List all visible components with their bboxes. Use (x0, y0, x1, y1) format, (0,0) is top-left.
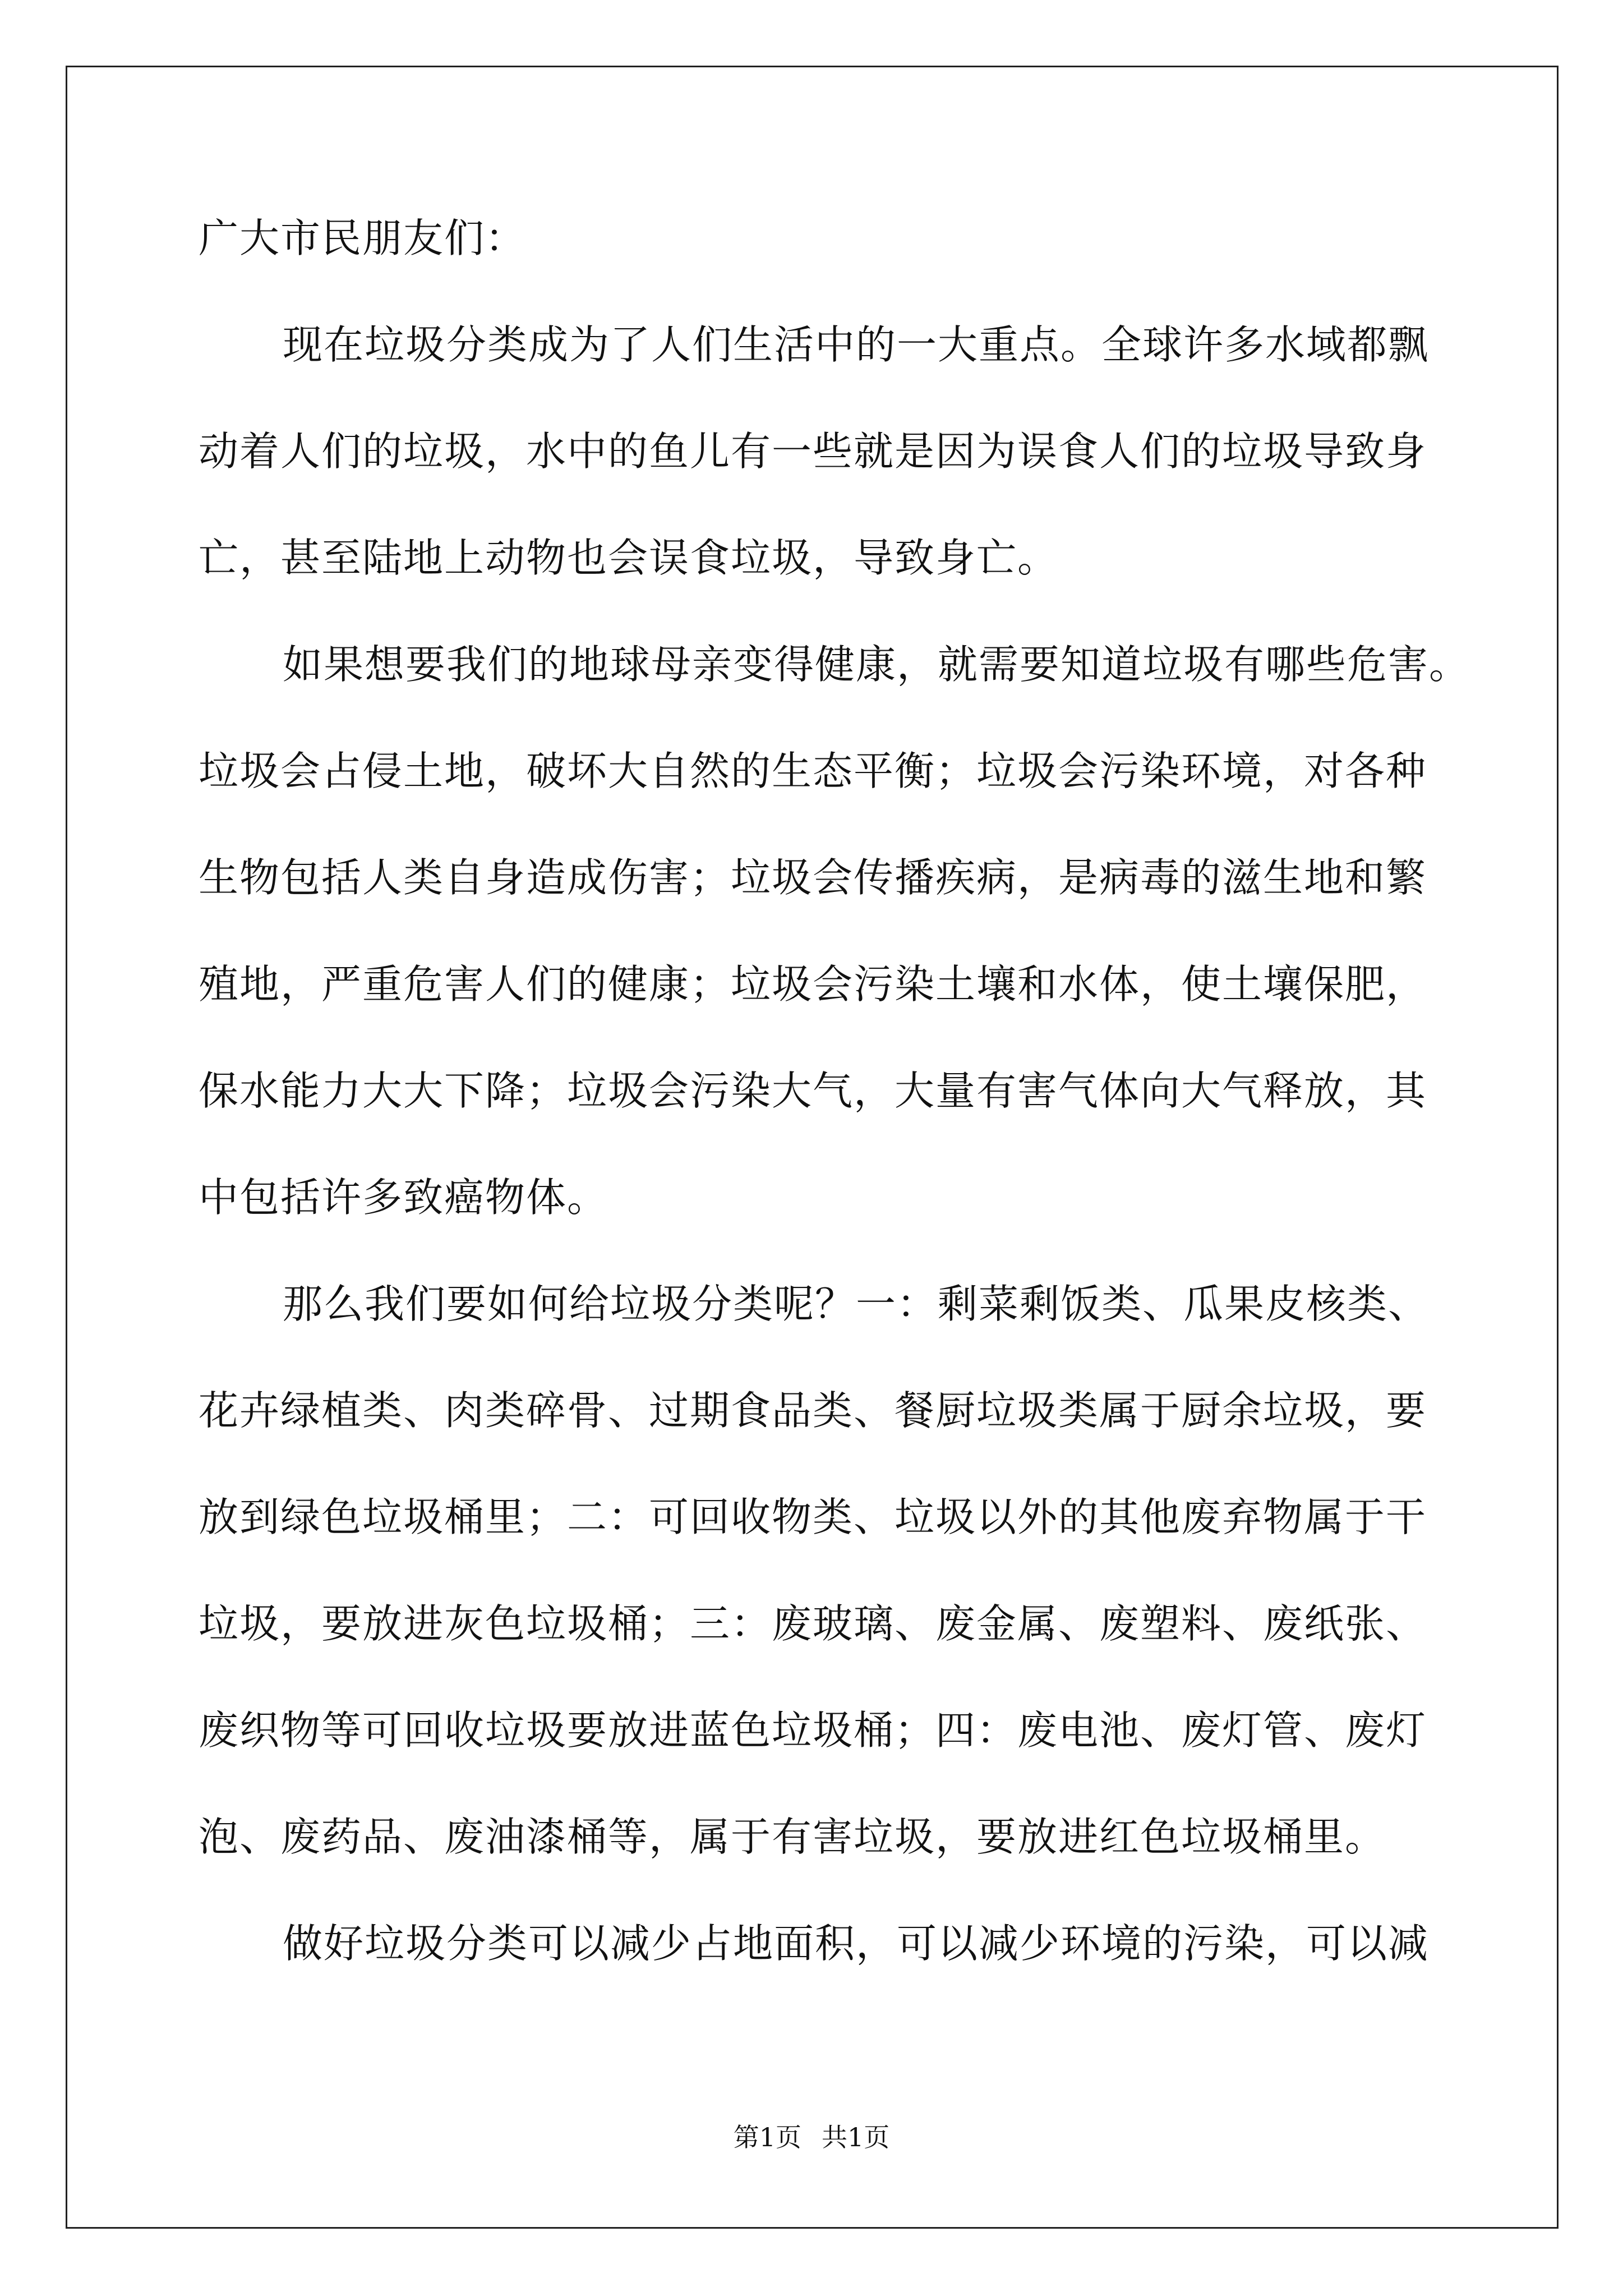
paragraph-line: 保水能力大大下降；垃圾会污染大气，大量有害气体向大气释放，其 (199, 1068, 1427, 1114)
paragraph-line: 垃圾，要放进灰色垃圾桶；三：废玻璃、废金属、废塑料、废纸张、 (199, 1600, 1427, 1647)
paragraph-line: 生物包括人类自身造成伤害；垃圾会传播疾病，是病毒的滋生地和繁 (199, 854, 1427, 901)
paragraph-line: 亡，甚至陆地上动物也会误食垃圾，导致身亡。 (199, 535, 1059, 581)
page-border (66, 66, 1559, 2229)
paragraph-line: 泡、废药品、废油漆桶等，属于有害垃圾，要放进红色垃圾桶里。 (199, 1814, 1386, 1860)
paragraph-line: 动着人们的垃圾，水中的鱼儿有一些就是因为误食人们的垃圾导致身 (199, 428, 1427, 475)
paragraph-line: 那么我们要如何给垃圾分类呢？一：剩菜剩饭类、瓜果皮核类、 (283, 1281, 1430, 1327)
paragraph-line: 现在垃圾分类成为了人们生活中的一大重点。全球许多水域都飘 (283, 321, 1430, 368)
paragraph-line: 垃圾会占侵土地，破坏大自然的生态平衡；垃圾会污染环境，对各种 (199, 748, 1427, 794)
paragraph-line: 花卉绿植类、肉类碎骨、过期食品类、餐厨垃圾类属于厨余垃圾，要 (199, 1387, 1427, 1434)
page-footer (0, 2120, 1623, 2154)
paragraph-line: 废织物等可回收垃圾要放进蓝色垃圾桶；四：废电池、废灯管、废灯 (199, 1707, 1427, 1754)
paragraph-line: 中包括许多致癌物体。 (199, 1174, 608, 1221)
page-total: 共1页 (822, 2122, 890, 2152)
paragraph-line: 殖地，严重危害人们的健康；垃圾会污染土壤和水体，使土壤保肥， (199, 961, 1427, 1007)
paragraph-line: 如果想要我们的地球母亲变得健康，就需要知道垃圾有哪些危害。 (283, 641, 1470, 688)
page-number: 第1页 (733, 2122, 801, 2152)
salutation: 广大市民朋友们： (199, 215, 527, 261)
paragraph-line: 放到绿色垃圾桶里；二：可回收物类、垃圾以外的其他废弃物属于干 (199, 1494, 1427, 1540)
paragraph-line: 做好垃圾分类可以减少占地面积，可以减少环境的污染，可以减 (283, 1920, 1430, 1967)
